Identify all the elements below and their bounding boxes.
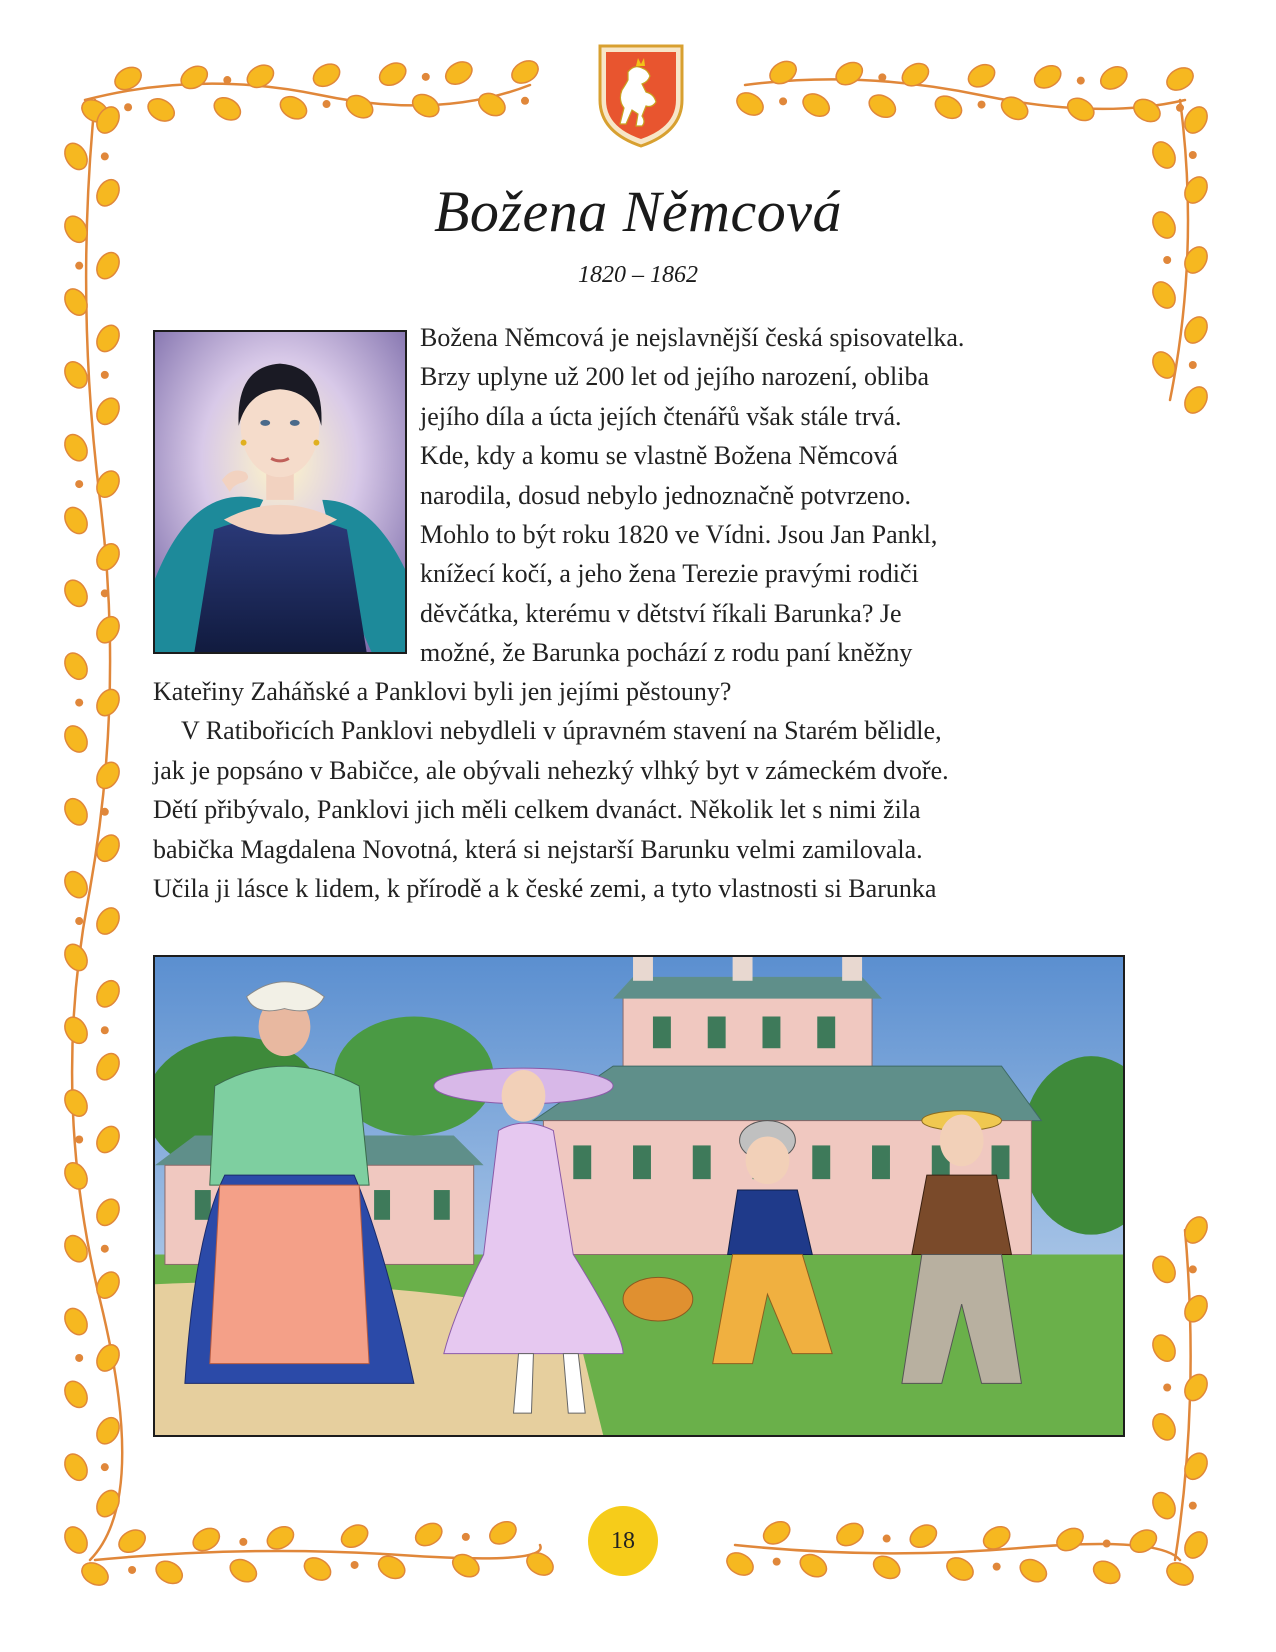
text-line: babička Magdalena Novotná, která si nejstarší Barunku velmi zamilovala. [153,834,923,864]
border-leaf-icon [865,90,899,121]
border-leaf-icon [1097,62,1131,93]
border-berry-icon [101,1245,109,1253]
border-leaf-icon [60,1523,91,1557]
border-leaf-icon [60,649,91,683]
border-leaf-icon [1126,1526,1160,1557]
border-leaf-icon [1180,103,1211,137]
text-line: Božena Němcová je nejslavnější česká spisovatelka. [420,323,965,352]
border-leaf-icon [409,90,443,121]
border-leaf-icon [870,1552,904,1583]
border-leaf-icon [449,1550,483,1581]
border-leaf-icon [92,977,123,1011]
text-line: Brzy uplyne už 200 let od jejího narození, obliba [420,362,930,392]
border-berry-icon [779,97,787,105]
border-berry-icon [1189,361,1197,369]
border-berry-icon [1103,1540,1111,1548]
border-leaf-icon [337,1521,371,1552]
border-leaf-icon [92,321,123,355]
border-berry-icon [101,1026,109,1034]
border-leaf-icon [796,1550,830,1581]
border-berry-icon [101,1463,109,1471]
border-leaf-icon [60,1086,91,1120]
life-years: 1820 – 1862 [578,262,698,288]
border-leaf-icon [177,62,211,93]
border-leaf-icon [1148,1489,1179,1523]
text-line: Mohlo to být roku 1820 ve Vídni. Jsou Jan Pankl, [420,519,938,549]
border-leaf-icon [60,431,91,465]
border-leaf-icon [997,93,1031,124]
border-leaf-icon [523,1548,557,1579]
paragraph-full-width [153,672,949,908]
border-berry-icon [239,1538,247,1546]
border-berry-icon [223,76,231,84]
border-leaf-icon [60,1304,91,1338]
border-leaf-icon [276,92,310,123]
coat-of-arms-icon [596,42,686,150]
border-berry-icon [75,1354,83,1362]
text-line: jak je popsáno v Babičce, ale obývali nehezký vlhký byt v zámeckém dvoře. [153,755,949,785]
border-berry-icon [1189,1265,1197,1273]
scene-illustration [153,955,1125,1437]
border-leaf-icon [1163,1558,1197,1589]
border-berry-icon [124,103,132,111]
border-leaf-icon [144,94,178,125]
border-leaf-icon [964,60,998,91]
border-leaf-icon [210,93,244,124]
text-line: Kateřiny Zaháňské a Panklovi byli jen jejími pěstouny? [153,677,732,706]
border-leaf-icon [442,57,476,88]
border-berry-icon [128,1566,136,1574]
border-leaf-icon [60,795,91,829]
portrait-illustration [153,330,407,654]
border-leaf-icon [92,394,123,428]
border-leaf-icon [1180,1292,1211,1326]
text-line: Kde, kdy a komu se vlastně Božena Němcová [420,441,898,471]
border-berry-icon [323,100,331,108]
border-leaf-icon [60,867,91,901]
border-leaf-icon [92,1195,123,1229]
paragraph-1-wrapped [420,318,964,673]
border-leaf-icon [342,91,376,122]
border-leaf-icon [508,56,542,87]
border-leaf-icon [1053,1524,1087,1555]
border-leaf-icon [115,1526,149,1557]
border-berry-icon [1189,151,1197,159]
border-leaf-icon [92,758,123,792]
border-berry-icon [883,1535,891,1543]
border-berry-icon [1077,77,1085,85]
border-leaf-icon [92,613,123,647]
border-leaf-icon [906,1521,940,1552]
border-leaf-icon [309,60,343,91]
border-leaf-icon [1090,1557,1124,1588]
border-leaf-icon [1148,138,1179,172]
border-berry-icon [75,699,83,707]
text-line: knížecí kočí, a jeho žena Terezie pravými rodiči [420,559,919,589]
border-leaf-icon [766,57,800,88]
border-berry-icon [101,808,109,816]
border-berry-icon [1189,1502,1197,1510]
border-berry-icon [101,152,109,160]
border-leaf-icon [92,1414,123,1448]
border-berry-icon [978,101,986,109]
border-berry-icon [351,1561,359,1569]
border-leaf-icon [60,940,91,974]
border-berry-icon [1163,1384,1171,1392]
page-number-badge: 18 [588,1506,658,1576]
border-leaf-icon [78,1558,112,1589]
border-leaf-icon [1064,94,1098,125]
border-leaf-icon [832,58,866,89]
border-berry-icon [462,1533,470,1541]
text-line: děvčátka, kterému v dětství říkali Barunka? Je [420,598,902,628]
border-leaf-icon [60,1013,91,1047]
border-leaf-icon [1148,1252,1179,1286]
border-leaf-icon [92,1341,123,1375]
page-title: Božena Němcová [433,179,843,244]
border-leaf-icon [92,1122,123,1156]
border-leaf-icon [60,503,91,537]
border-berry-icon [878,73,886,81]
border-leaf-icon [60,722,91,756]
border-berry-icon [75,1135,83,1143]
border-berry-icon [773,1558,781,1566]
border-leaf-icon [1148,1331,1179,1365]
border-leaf-icon [723,1548,757,1579]
border-leaf-icon [300,1553,334,1584]
border-leaf-icon [1180,383,1211,417]
border-berry-icon [75,480,83,488]
border-leaf-icon [1180,1528,1211,1562]
border-leaf-icon [1148,1410,1179,1444]
border-leaf-icon [799,89,833,120]
text-line: jejího díla a úcta jejích čtenářů však stále trvá. [420,401,902,431]
border-leaf-icon [486,1517,520,1548]
border-leaf-icon [226,1555,260,1586]
border-berry-icon [101,589,109,597]
border-berry-icon [521,97,529,105]
border-leaf-icon [92,540,123,574]
border-leaf-icon [1180,313,1211,347]
border-leaf-icon [60,1159,91,1193]
border-leaf-icon [60,576,91,610]
border-leaf-icon [833,1519,867,1550]
border-leaf-icon [60,1377,91,1411]
border-leaf-icon [943,1553,977,1584]
text-line: Učila ji lásce k lidem, k přírodě a k české zemi, a tyto vlastnosti si Barunka [153,873,937,903]
border-leaf-icon [92,1050,123,1084]
border-leaf-icon [263,1522,297,1553]
text-line: narodila, dosud nebylo jednoznačně potvrzeno. [420,480,911,510]
border-berry-icon [75,917,83,925]
border-berry-icon [422,73,430,81]
border-leaf-icon [92,904,123,938]
border-leaf-icon [931,92,965,123]
border-leaf-icon [152,1557,186,1588]
border-leaf-icon [189,1524,223,1555]
border-berry-icon [1176,104,1184,112]
border-leaf-icon [412,1519,446,1550]
text-line: V Ratibořicích Panklovi nebydleli v úpravném stavení na Starém bělidle, [181,716,942,746]
text-line: možné, že Barunka pochází z rodu paní kněžny [420,638,913,668]
border-berry-icon [993,1563,1001,1571]
border-leaf-icon [1031,61,1065,92]
border-leaf-icon [60,1450,91,1484]
border-leaf-icon [1180,1370,1211,1404]
border-leaf-icon [92,1268,123,1302]
border-leaf-icon [376,58,410,89]
border-leaf-icon [92,685,123,719]
text-line: Dětí přibývalo, Panklovi jich měli celkem dvanáct. Několik let s nimi žila [153,795,921,825]
border-leaf-icon [760,1517,794,1548]
border-leaf-icon [1163,63,1197,94]
border-leaf-icon [60,139,91,173]
border-leaf-icon [1016,1555,1050,1586]
border-leaf-icon [733,88,767,119]
border-leaf-icon [1130,95,1164,126]
border-berry-icon [101,371,109,379]
